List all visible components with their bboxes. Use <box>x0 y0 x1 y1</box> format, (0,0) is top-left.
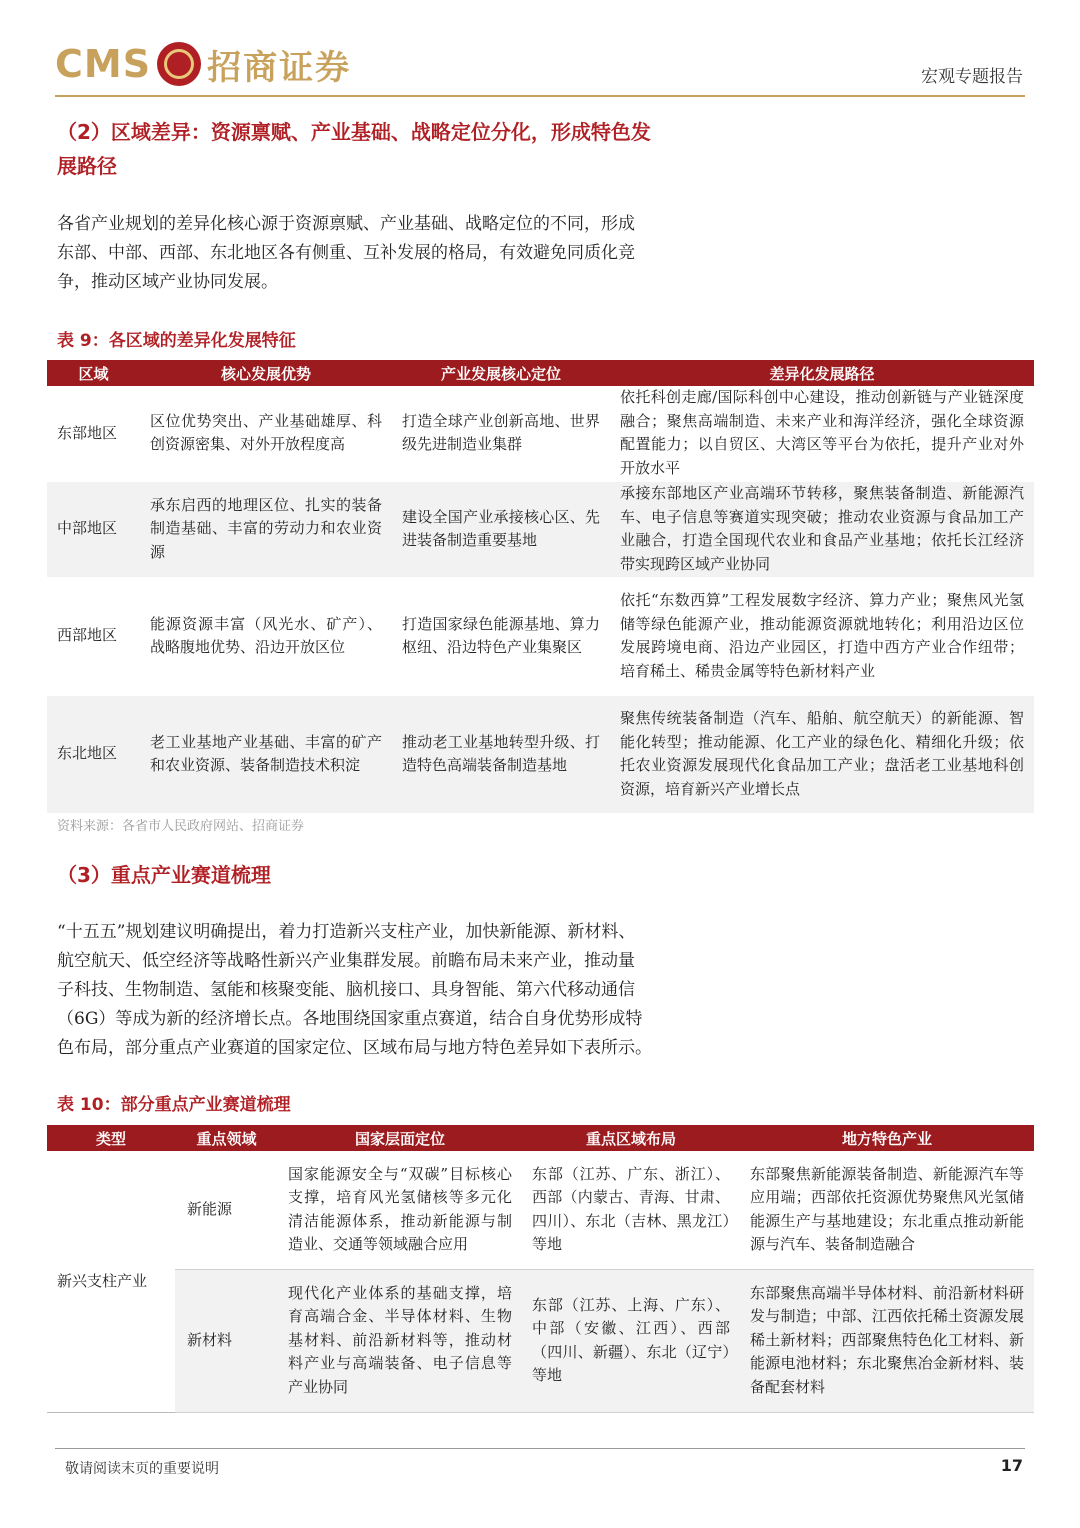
paragraph-line: 色布局，部分重点产业赛道的国家定位、区域布局与地方特色差异如下表所示。 <box>57 1038 652 1058</box>
table-9-caption: 表 9：各区域的差异化发展特征 <box>57 331 296 351</box>
table-header-cell: 核心发展优势 <box>140 360 392 386</box>
table-header-cell: 国家层面定位 <box>278 1125 522 1151</box>
advantage-cell: 承东启西的地理区位、扎实的装备制造基础、丰富的劳动力和农业资源 <box>140 481 392 577</box>
paragraph-line: 争，推动区域产业协同发展。 <box>57 272 278 292</box>
page-number: 17 <box>1000 1456 1023 1475</box>
section-3-paragraph <box>57 918 722 1063</box>
national-positioning-cell: 现代化产业体系的基础支撑，培育高端合金、半导体材料、生物基材料、前沿新材料等，推动材料产业与高端装备、电子信息等产业协同 <box>278 1269 522 1412</box>
page-header <box>0 0 1080 100</box>
paragraph-line: 子科技、生物制造、氢能和核聚变能、脑机接口、具身智能、第六代移动通信 <box>57 980 635 1000</box>
path-cell: 聚焦传统装备制造（汽车、船舶、航空航天）的新能源、智能化转型；推动能源、化工产业的绿色化、精细化升级；依托农业资源发展现代化食品加工产业；盘活老工业基地科创资源，培育新兴产业增长点 <box>610 695 1034 813</box>
region-cell: 西部地区 <box>47 577 140 695</box>
table-header-cell: 重点区域布局 <box>522 1125 740 1151</box>
table-row <box>47 386 1034 481</box>
paragraph-line: 各省产业规划的差异化核心源于资源禀赋、产业基础、战略定位的不同，形成 <box>57 214 635 234</box>
table-9-source: 资料来源：各省市人民政府网站、招商证券 <box>57 819 305 834</box>
national-positioning-cell: 国家能源安全与“双碳”目标核心支撑，培育风光氢储核等多元化清洁能源体系，推动新能源与制造业、交通等领域融合应用 <box>278 1151 522 1269</box>
section-2-paragraph <box>57 210 722 297</box>
path-cell: 依托科创走廊/国际科创中心建设，推动创新链与产业链深度融合；聚焦高端制造、未来产业和海洋经济，强化全球资源配置能力；以自贸区、大湾区等平台为依托，提升产业对外开放水平 <box>610 386 1034 481</box>
path-cell: 依托“东数西算”工程发展数字经济、算力产业；聚焦风光氢储等绿色能源产业，推动能源资源就地转化；利用沿边区位发展跨境电商、沿边产业园区，打造中西方产业合作纽带；培育稀土、稀贵金属等特色新材料产业 <box>610 577 1034 695</box>
section-2-title-line2: 展路径 <box>57 154 117 178</box>
table-header-cell: 类型 <box>47 1125 175 1151</box>
table-row <box>47 695 1034 813</box>
table-row <box>47 481 1034 577</box>
table-header-cell: 区域 <box>47 360 140 386</box>
positioning-cell: 推动老工业基地转型升级、打造特色高端装备制造基地 <box>392 695 610 813</box>
positioning-cell: 打造全球产业创新高地、世界级先进制造业集群 <box>392 386 610 481</box>
table-header-row <box>47 1125 1034 1151</box>
paragraph-line: 航空航天、低空经济等战略性新兴产业集群发展。前瞻布局未来产业，推动量 <box>57 951 635 971</box>
logo-chinese-text: 招商证券 <box>207 47 352 88</box>
advantage-cell: 能源资源丰富（风光水、矿产）、战略腹地优势、沿边开放区位 <box>140 577 392 695</box>
logo-latin-text: CMS <box>55 42 152 86</box>
advantage-cell: 区位优势突出、产业基础雄厚、科创资源密集、对外开放程度高 <box>140 386 392 481</box>
section-3-title: （3）重点产业赛道梳理 <box>57 863 271 887</box>
report-type-label: 宏观专题报告 <box>921 67 1023 87</box>
local-industry-cell: 东部聚焦高端半导体材料、前沿新材料研发与制造；中部、江西依托稀土资源发展稀土新材料；西部聚焦特色化工材料、新能源电池材料；东北聚焦冶金新材料、装备配套材料 <box>740 1269 1034 1412</box>
table-10 <box>47 1125 1034 1413</box>
table-row <box>47 1269 1034 1412</box>
table-9 <box>47 360 1034 814</box>
table-header-row <box>47 360 1034 386</box>
paragraph-line: “十五五”规划建议明确提出，着力打造新兴支柱产业，加快新能源、新材料、 <box>57 922 636 942</box>
paragraph-line: （6G）等成为新的经济增长点。各地围绕国家重点赛道，结合自身优势形成特 <box>57 1009 643 1029</box>
regional-layout-cell: 东部（江苏、广东、浙江）、西部（内蒙古、青海、甘肃、四川）、东北（吉林、黑龙江）等地 <box>522 1151 740 1269</box>
table-row <box>47 577 1034 695</box>
region-cell: 中部地区 <box>47 481 140 577</box>
regional-layout-cell: 东部（江苏、上海、广东）、中部（安徽、江西）、西部（四川、新疆）、东北（辽宁）等地 <box>522 1269 740 1412</box>
footer-divider <box>55 1448 1025 1449</box>
domain-cell: 新材料 <box>175 1269 278 1412</box>
advantage-cell: 老工业基地产业基础、丰富的矿产和农业资源、装备制造技术积淀 <box>140 695 392 813</box>
logo-badge-icon <box>157 42 201 86</box>
table-10-caption: 表 10：部分重点产业赛道梳理 <box>57 1095 291 1115</box>
paragraph-line: 东部、中部、西部、东北地区各有侧重、互补发展的格局，有效避免同质化竞 <box>57 243 635 263</box>
header-divider <box>55 95 1025 97</box>
region-cell: 东北地区 <box>47 695 140 813</box>
section-2-title <box>57 115 651 183</box>
table-header-cell: 差异化发展路径 <box>610 360 1034 386</box>
path-cell: 承接东部地区产业高端环节转移，聚焦装备制造、新能源汽车、电子信息等赛道实现突破；推动农业资源与食品加工产业融合，打造全国现代农业和食品产业基地；依托长江经济带实现跨区域产业协同 <box>610 481 1034 577</box>
table-row <box>47 1151 1034 1269</box>
company-logo <box>55 40 351 88</box>
footer-note: 敬请阅读末页的重要说明 <box>65 1461 219 1477</box>
local-industry-cell: 东部聚焦新能源装备制造、新能源汽车等应用端；西部依托资源优势聚焦风光氢储能源生产与基地建设；东北重点推动新能源与汽车、装备制造融合 <box>740 1151 1034 1269</box>
table-header-cell: 重点领域 <box>175 1125 278 1151</box>
positioning-cell: 建设全国产业承接核心区、先进装备制造重要基地 <box>392 481 610 577</box>
positioning-cell: 打造国家绿色能源基地、算力枢纽、沿边特色产业集聚区 <box>392 577 610 695</box>
section-2-title-line1: （2）区域差异：资源禀赋、产业基础、战略定位分化，形成特色发 <box>57 120 651 144</box>
type-cell: 新兴支柱产业 <box>47 1151 175 1412</box>
region-cell: 东部地区 <box>47 386 140 481</box>
domain-cell: 新能源 <box>175 1151 278 1269</box>
table-header-cell: 地方特色产业 <box>740 1125 1034 1151</box>
table-header-cell: 产业发展核心定位 <box>392 360 610 386</box>
